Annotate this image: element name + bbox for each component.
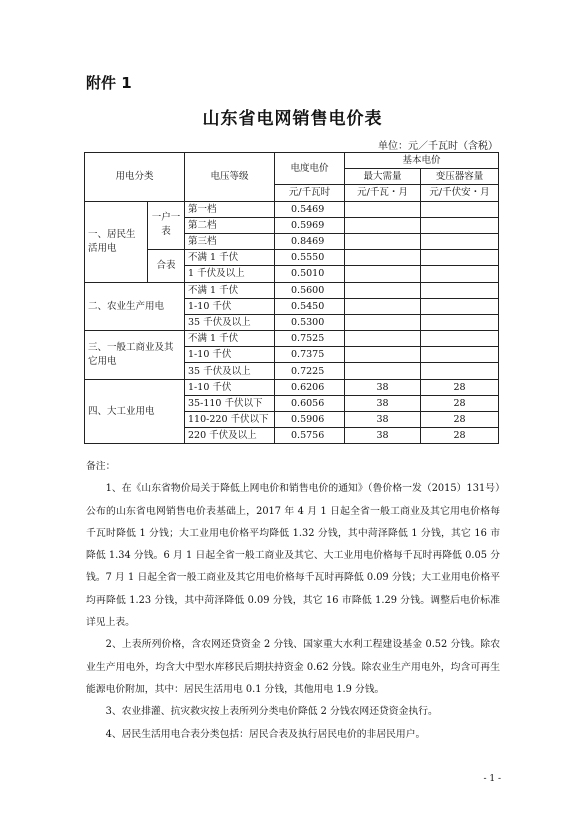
group-commercial: 三、一般工商业及其它用电 (85, 331, 185, 380)
transformer-cell (421, 217, 499, 233)
note-item: 3、农业排灌、抗灾救灾按上表所列分类电价降低 2 分钱农网还贷资金执行。 (105, 706, 438, 718)
table-row (85, 331, 499, 347)
demand-cell (345, 347, 421, 363)
table-row (85, 201, 499, 217)
price-cell: 0.5469 (275, 201, 345, 217)
voltage-cell: 1 千伏及以上 (185, 266, 275, 282)
group-agriculture: 二、农业生产用电 (85, 282, 185, 331)
demand-cell (345, 314, 421, 330)
demand-cell (345, 363, 421, 379)
demand-cell (345, 331, 421, 347)
col-header-price: 电度电价 (275, 153, 345, 185)
table-row (85, 282, 499, 298)
price-cell: 0.5010 (275, 266, 345, 282)
price-cell: 0.5969 (275, 217, 345, 233)
page-number: - 1 - (483, 774, 501, 784)
transformer-cell: 28 (421, 379, 499, 395)
price-cell: 0.5300 (275, 314, 345, 330)
demand-cell: 38 (345, 379, 421, 395)
voltage-cell: 第一档 (185, 201, 275, 217)
voltage-cell: 1-10 千伏 (185, 347, 275, 363)
price-cell: 0.6056 (275, 395, 345, 411)
voltage-cell: 第二档 (185, 217, 275, 233)
price-cell: 0.6206 (275, 379, 345, 395)
transformer-cell: 28 (421, 395, 499, 411)
transformer-cell (421, 298, 499, 314)
voltage-cell: 220 千伏及以上 (185, 428, 275, 444)
subgroup-combined: 合表 (148, 250, 185, 282)
transformer-cell (421, 363, 499, 379)
unit-demand: 元/千瓦・月 (345, 185, 421, 201)
document-title: 山东省电网销售电价表 (202, 109, 383, 129)
price-cell: 0.5756 (275, 428, 345, 444)
demand-cell (345, 217, 421, 233)
attachment-label: 附件 1 (86, 74, 132, 92)
demand-cell (345, 201, 421, 217)
col-header-max-demand: 最大需量 (345, 169, 421, 185)
note-item: 4、居民生活用电合表分类包括：居民合表及执行居民电价的非居民用户。 (105, 728, 426, 740)
col-header-transformer: 变压器容量 (421, 169, 499, 185)
price-cell: 0.5600 (275, 282, 345, 298)
unit-transformer: 元/千伏安・月 (421, 185, 499, 201)
voltage-cell: 不满 1 千伏 (185, 282, 275, 298)
voltage-cell: 不满 1 千伏 (185, 331, 275, 347)
voltage-cell: 不满 1 千伏 (185, 250, 275, 266)
transformer-cell (421, 266, 499, 282)
transformer-cell (421, 331, 499, 347)
voltage-cell: 35 千伏及以上 (185, 314, 275, 330)
transformer-cell: 28 (421, 412, 499, 428)
demand-cell: 38 (345, 412, 421, 428)
unit-price: 元/千瓦时 (275, 185, 345, 201)
unit-note: 单位：元／千瓦时（含税） (378, 141, 498, 152)
demand-cell (345, 282, 421, 298)
demand-cell (345, 266, 421, 282)
price-cell: 0.7375 (275, 347, 345, 363)
table-row (85, 250, 499, 266)
subgroup-per-household: 一户一表 (148, 201, 185, 250)
price-cell: 0.5550 (275, 250, 345, 266)
price-cell: 0.7225 (275, 363, 345, 379)
demand-cell (345, 233, 421, 249)
demand-cell: 38 (345, 395, 421, 411)
demand-cell (345, 250, 421, 266)
voltage-cell: 1-10 千伏 (185, 379, 275, 395)
price-cell: 0.7525 (275, 331, 345, 347)
voltage-cell: 35 千伏及以上 (185, 363, 275, 379)
notes-section (86, 456, 500, 746)
note-item: 2、上表所列价格，含农网还贷资金 2 分钱、国家重大水利工程建设基金 0.52 分钱。除农业生产用电外，均含大中型水库移民后期扶持资金 0.62 分钱。除农业生产用电外，均含可再生能源电价附加，其中：居民生活用电 0.1 分钱，其他用电 1.9 分钱。 (86, 639, 500, 695)
price-cell: 0.5906 (275, 412, 345, 428)
transformer-cell (421, 282, 499, 298)
col-header-category: 用电分类 (85, 153, 185, 202)
group-industrial: 四、大工业用电 (85, 379, 185, 444)
transformer-cell (421, 314, 499, 330)
note-item: 1、在《山东省物价局关于降低上网电价和销售电价的通知》（鲁价格一发（2015）131号）公布的山东省电网销售电价表基础上，2017 年 4 月 1 日起全省一般工商业及其它用电价格每千瓦时降低 1 分钱；大工业用电价格平均降低 1.32 分钱，其中菏泽降低 1 分钱，其它 16 市降低 1.34 分钱。6 月 1 日起全省一般工商业及其它、大工业用电价格每千瓦时再降低 0.05 分钱。7 月 1 日起全省一般工商业及其它用电价格每千瓦时再降低 0.09 分钱；大工业用电价格平均再降低 1.23 分钱，其中菏泽降低 0.09 分钱，其它 16 市降低 1.29 分钱。调整后电价标准详见上表。 (86, 483, 500, 629)
table-row (85, 379, 499, 395)
voltage-cell: 110-220 千伏以下 (185, 412, 275, 428)
transformer-cell (421, 347, 499, 363)
price-cell: 0.5450 (275, 298, 345, 314)
transformer-cell (421, 250, 499, 266)
price-cell: 0.8469 (275, 233, 345, 249)
voltage-cell: 第三档 (185, 233, 275, 249)
demand-cell: 38 (345, 428, 421, 444)
transformer-cell: 28 (421, 428, 499, 444)
col-header-basic: 基本电价 (345, 153, 499, 169)
price-table (84, 152, 499, 444)
voltage-cell: 35-110 千伏以下 (185, 395, 275, 411)
group-residential: 一、居民生活用电 (85, 201, 148, 282)
transformer-cell (421, 233, 499, 249)
voltage-cell: 1-10 千伏 (185, 298, 275, 314)
col-header-voltage: 电压等级 (185, 153, 275, 202)
demand-cell (345, 298, 421, 314)
transformer-cell (421, 201, 499, 217)
notes-heading: 备注： (86, 461, 116, 472)
